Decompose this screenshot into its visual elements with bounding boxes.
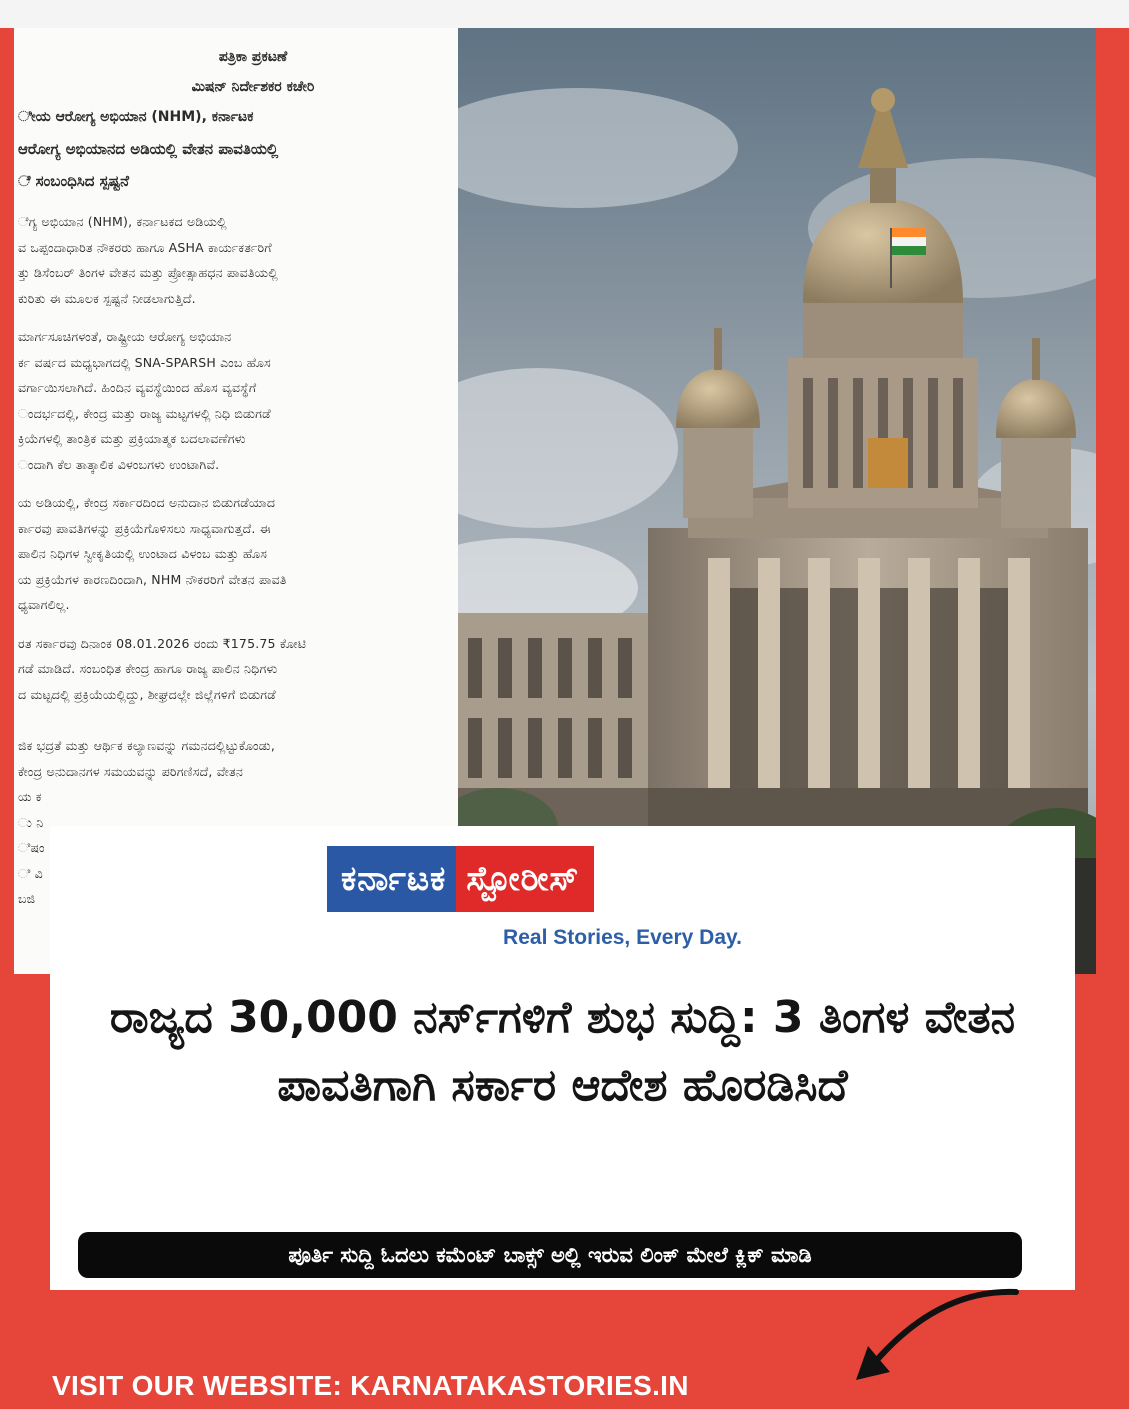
doc-line: ು ನಿ <box>18 814 44 830</box>
doc-line: ಯ ಪ್ರಕ್ರಿಯೆಗಳ ಕಾರಣದಿಂದಾಗಿ, NHM ನೌಕರರಿಗೆ ವೇತನ ಪಾವತಿ <box>18 571 287 587</box>
top-border <box>0 0 1129 28</box>
doc-paragraph-2 <box>18 324 448 477</box>
news-headline: ರಾಜ್ಯದ 30,000 ನರ್ಸ್‌ಗಳಿಗೆ ಶುಭ ಸುದ್ದಿ: 3 ತಿಂಗಳ ವೇತನ ಪಾವತಿಗಾಗಿ ಸರ್ಕಾರ ಆದೇಶ ಹೊರಡಿಸಿದೆ <box>109 992 1016 1111</box>
doc-header-office: ಮಿಷನ್ ನಿರ್ದೇಶಕರ ಕಚೇರಿ <box>191 79 315 95</box>
doc-line: ವರ್ಗಾಯಿಸಲಾಗಿದೆ. ಹಿಂದಿನ ವ್ಯವಸ್ಥೆಯಿಂದ ಹೊಸ ವ್ಯವಸ್ಥೆಗೆ <box>18 380 257 395</box>
brand-tagline <box>50 926 1075 950</box>
doc-line: ರ್ಕ ವರ್ಷದ ಮಧ್ಯಭಾಗದಲ್ಲಿ SNA-SPARSH ಎಂಬ ಹೊಸ <box>18 354 271 370</box>
doc-line: ರತ ಸರ್ಕಾರವು ದಿನಾಂಕ 08.01.2026 ರಂದು ₹175.75 ಕೋಟಿ <box>18 635 307 651</box>
doc-line: ಂದರ್ಭದಲ್ಲಿ, ಕೇಂದ್ರ ಮತ್ತು ರಾಜ್ಯ ಮಟ್ಟಗಳಲ್ಲಿ ನಿಧಿ ಬಿಡುಗಡೆ <box>18 405 271 421</box>
doc-line: ಪಾಲಿನ ನಿಧಿಗಳ ಸ್ವೀಕೃತಿಯಲ್ಲಿ ಉಂಟಾದ ವಿಳಂಬ ಮತ್ತು ಹೊಸ <box>18 546 268 561</box>
doc-line: ಂದಾಗಿ ಕೆಲ ತಾತ್ಕಾಲಿಕ ವಿಳಂಬಗಳು ಉಂಟಾಗಿವೆ. <box>18 456 220 472</box>
read-more-banner[interactable]: ಪೂರ್ತಿ ಸುದ್ದಿ ಓದಲು ಕಮೆಂಟ್ ಬಾಕ್ಸ್ ಅಲ್ಲಿ ಇರುವ ಲಿಂಕ್ ಮೇಲೆ ಕ್ಲಿಕ್ ಮಾಡಿ <box>78 1232 1022 1278</box>
curved-arrow-icon <box>848 1280 1028 1390</box>
doc-title-line: ೆ ಸಂಬಂಧಿಸಿದ ಸ್ಪಷ್ಟನೆ <box>18 172 130 190</box>
doc-header-press-release: ಪತ್ರಿಕಾ ಪ್ರಕಟಣೆ <box>218 49 288 65</box>
logo-part-stories: ಸ್ಟೋರೀಸ್ <box>456 846 593 912</box>
doc-line: ಕೇಂದ್ರ ಅನುದಾನಗಳ ಸಮಯವನ್ನು ಪರಿಗಣಿಸದೆ, ವೇತನ <box>18 763 243 779</box>
doc-paragraph-1 <box>18 209 448 311</box>
doc-line: ಕುರಿತು ಈ ಮೂಲಕ ಸ್ಪಷ್ಟನೆ ನೀಡಲಾಗುತ್ತಿದೆ. <box>18 290 196 306</box>
doc-paragraph-3 <box>18 490 448 618</box>
tagline-text: Real Stories, Every Day. <box>503 926 742 949</box>
doc-line: ಯ ಕ <box>18 789 42 804</box>
doc-line: ಮಾರ್ಗಸೂಚಿಗಳಂತೆ, ರಾಷ್ಟ್ರೀಯ ಆರೋಗ್ಯ ಅಭಿಯಾನ <box>18 329 232 344</box>
brand-logo <box>327 846 594 912</box>
doc-line: ಜಿಕ ಭದ್ರತೆ ಮತ್ತು ಆರ್ಥಿಕ ಕಲ್ಯಾಣವನ್ನು ಗಮನದಲ್ಲಿಟ್ಟುಕೊಂಡು, <box>18 738 276 753</box>
doc-line: ಕ್ರಿಯೆಗಳಲ್ಲಿ ತಾಂತ್ರಿಕ ಮತ್ತು ಪ್ರಕ್ರಿಯಾತ್ಮಕ ಬದಲಾವಣೆಗಳು <box>18 431 246 446</box>
doc-line: ೆಗ್ಯ ಅಭಿಯಾನ (NHM), ಕರ್ನಾಟಕದ ಅಡಿಯಲ್ಲಿ <box>18 214 227 229</box>
doc-line: ತ್ತು ಡಿಸೆಂಬರ್ ತಿಂಗಳ ವೇತನ ಮತ್ತು ಪ್ರೋತ್ಸಾಹಧನ ಪಾವತಿಯಲ್ಲಿ <box>18 265 278 280</box>
doc-line: ದ ಮಟ್ಟದಲ್ಲಿ ಪ್ರಕ್ರಿಯೆಯಲ್ಲಿದ್ದು, ಶೀಘ್ರದಲ್ಲೇ ಜಿಲ್ಲೆಗಳಿಗೆ ಬಿಡುಗಡೆ <box>18 686 276 702</box>
doc-header-nhm: ೀಯ ಆರೋಗ್ಯ ಅಭಿಯಾನ (NHM), ಕರ್ನಾಟಕ <box>18 109 254 125</box>
doc-line: ಿಷಂ <box>18 840 45 855</box>
doc-line: ಗಡೆ ಮಾಡಿದೆ. ಸಂಬಂಧಿತ ಕೇಂದ್ರ ಹಾಗೂ ರಾಜ್ಯ ಪಾಲಿನ ನಿಧಿಗಳು <box>18 661 278 676</box>
logo-part-karnataka: ಕರ್ನಾಟಕ <box>327 846 456 912</box>
doc-line: ವ ಒಪ್ಪಂದಾಧಾರಿತ ನೌಕರರು ಹಾಗೂ ASHA ಕಾರ್ಯಕರ್ತರಿಗೆ <box>18 239 272 255</box>
doc-line: ಿ ವಿ <box>18 865 43 881</box>
doc-line: ಬಜಿ <box>18 891 36 906</box>
doc-title-line: ಆರೋಗ್ಯ ಅಭಿಯಾನದ ಅಡಿಯಲ್ಲಿ ವೇತನ ಪಾವತಿಯಲ್ಲಿ <box>18 140 279 158</box>
headline-card <box>50 972 1075 1290</box>
doc-line: ರ್ಕಾರವು ಪಾವತಿಗಳನ್ನು ಪ್ರಕ್ರಿಯೆಗೊಳಿಸಲು ಸಾಧ್ಯವಾಗುತ್ತದೆ. ಈ <box>18 520 271 536</box>
website-footer: VISIT OUR WEBSITE: KARNATAKASTORIES.IN <box>52 1370 689 1401</box>
doc-paragraph-4 <box>18 631 448 708</box>
brand-logo-card <box>50 826 1075 972</box>
doc-line: ಧ್ಯವಾಗಲಿಲ್ಲ. <box>18 597 70 612</box>
doc-line: ಯ ಅಡಿಯಲ್ಲಿ, ಕೇಂದ್ರ ಸರ್ಕಾರದಿಂದ ಅನುದಾನ ಬಿಡುಗಡೆಯಾದ <box>18 495 276 510</box>
